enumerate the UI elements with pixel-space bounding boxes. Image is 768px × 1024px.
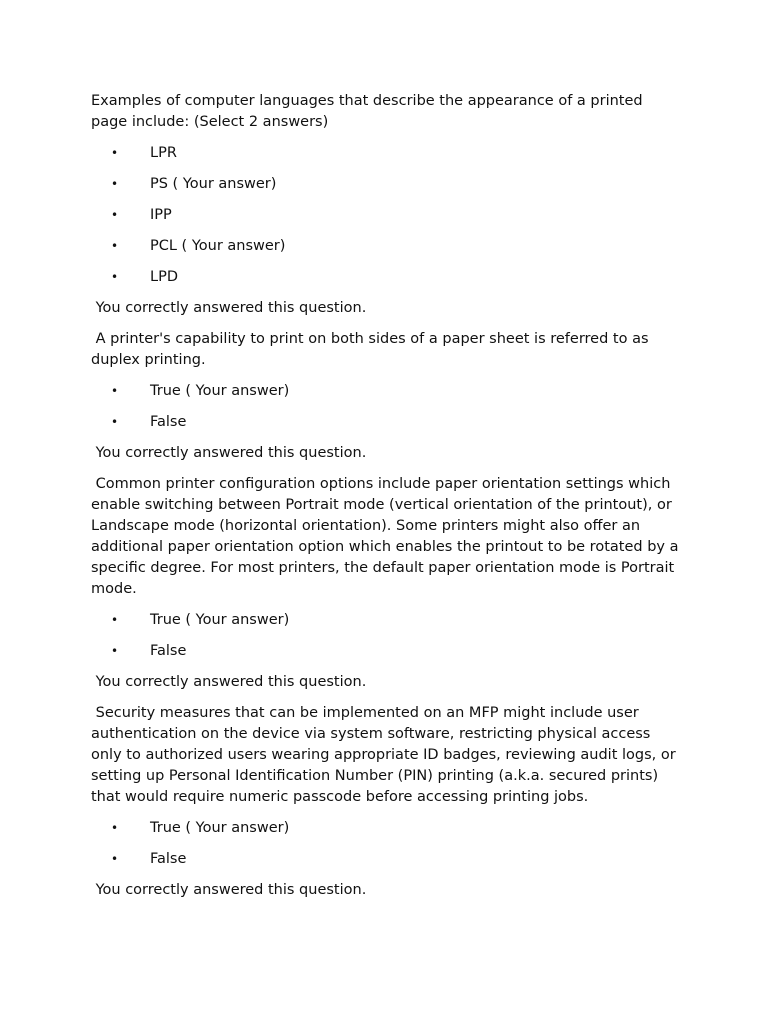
answer-option xyxy=(91,205,680,226)
answer-option-label: False xyxy=(150,643,187,659)
question-block xyxy=(91,91,680,288)
answer-options-list xyxy=(91,818,680,870)
answer-option-label: PCL ( Your answer) xyxy=(150,238,286,254)
answer-options-list xyxy=(91,143,680,288)
bullet-icon: • xyxy=(111,384,119,398)
bullet-icon: • xyxy=(111,644,119,658)
answer-option xyxy=(91,143,680,164)
answer-option xyxy=(91,610,680,631)
result-message: You correctly answered this question. xyxy=(91,882,367,898)
answer-option xyxy=(91,641,680,662)
question-text: A printer's capability to print on both sides of a paper sheet is referred to as duplex printing. xyxy=(91,331,654,368)
bullet-icon: • xyxy=(111,177,119,191)
bullet-icon: • xyxy=(111,146,119,160)
answer-options-list xyxy=(91,610,680,662)
answer-option-label: LPD xyxy=(150,269,178,285)
answer-option-label: True ( Your answer) xyxy=(150,612,290,628)
bullet-icon: • xyxy=(111,821,119,835)
bullet-icon: • xyxy=(111,208,119,222)
bullet-icon: • xyxy=(111,270,119,284)
answer-option xyxy=(91,236,680,257)
question-block xyxy=(91,474,684,662)
bullet-icon: • xyxy=(111,852,119,866)
answer-option xyxy=(91,381,680,402)
answer-option xyxy=(91,267,680,288)
answer-option-label: False xyxy=(150,851,187,867)
question-text: Common printer configuration options include paper orientation settings which enable switching between Portrait mode (vertical orientation of the printout), or Landscape mode (horizontal orientation). Some printers might also offer an additional paper orientation option which enables the printout to be rotated by a specific degree. For most printers, the default paper orientation mode is Portrait mode. xyxy=(91,476,684,597)
answer-option xyxy=(91,818,680,839)
bullet-icon: • xyxy=(111,239,119,253)
answer-option xyxy=(91,174,680,195)
answer-option xyxy=(91,849,680,870)
answer-option-label: True ( Your answer) xyxy=(150,820,290,836)
question-text: Examples of computer languages that describe the appearance of a printed page include: (Select 2 answers) xyxy=(91,93,648,130)
question-text: Security measures that can be implemented on an MFP might include user authentication on the device via system software, restricting physical access only to authorized users wearing appropriate ID badges, reviewing audit logs, or setting up Personal Identification Number (PIN) printing (a.k.a. secured prints) that would require numeric passcode before accessing printing jobs. xyxy=(91,705,681,805)
answer-option-label: LPR xyxy=(150,145,177,161)
answer-option-label: PS ( Your answer) xyxy=(150,176,277,192)
answer-option-label: False xyxy=(150,414,187,430)
answer-options-list xyxy=(91,381,680,433)
result-message: You correctly answered this question. xyxy=(91,300,367,316)
bullet-icon: • xyxy=(111,613,119,627)
answer-option-label: True ( Your answer) xyxy=(150,383,290,399)
result-message: You correctly answered this question. xyxy=(91,445,367,461)
answer-option xyxy=(91,412,680,433)
answer-option-label: IPP xyxy=(150,207,172,223)
question-block xyxy=(91,329,680,433)
result-message: You correctly answered this question. xyxy=(91,674,367,690)
bullet-icon: • xyxy=(111,415,119,429)
question-block xyxy=(91,703,680,870)
